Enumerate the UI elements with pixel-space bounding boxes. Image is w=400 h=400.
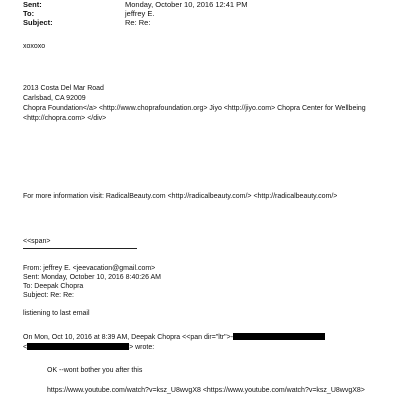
reply-line: OK --wont bother you after this bbox=[47, 367, 143, 374]
info-line: For more information visit: RadicalBeauty.com <http://radicalbeauty.com/> <http://radicalbeauty.com/> bbox=[23, 193, 338, 200]
on-date-line-text: On Mon, Oct 10, 2016 at 8:39 AM, Deepak Chopra <<pan dir="ltr">- bbox=[23, 334, 234, 341]
quoted-subject-line: Subject: Re: Re: bbox=[23, 292, 74, 299]
wrote-suffix: > wrote: bbox=[129, 344, 155, 351]
quoted-to-line: To: Deepak Chopra bbox=[23, 283, 84, 290]
address-line-1: 2013 Costa Del Mar Road bbox=[23, 85, 104, 92]
subject-label: Subject: bbox=[23, 18, 53, 27]
sent-value: Monday, October 10, 2016 12:41 PM bbox=[125, 0, 248, 9]
address-line-4: <http://chopra.com> </div> bbox=[23, 115, 107, 122]
youtube-url-line[interactable]: https://www.youtube.com/watch?v=ksz_U8wvgX8 <https://www.youtube.com/watch?v=ksz_U8wvgX8> bbox=[47, 387, 365, 394]
address-line-3: Chopra Foundation</a> <http://www.choprafoundation.org> Jiyo <http://jiyo.com> Chopra Center for Wellbeing bbox=[23, 105, 366, 112]
address-line-2: Carlsbad, CA 92009 bbox=[23, 95, 86, 102]
subject-value: Re: Re: bbox=[125, 18, 151, 27]
wrote-line bbox=[23, 343, 154, 352]
quoted-from-line: From: jeffrey E. <jeevacation@gmail.com> bbox=[23, 265, 156, 272]
span-tag-text: <<span> bbox=[23, 238, 51, 245]
redaction-bar bbox=[233, 333, 325, 340]
sent-label: Sent: bbox=[23, 0, 42, 9]
quoted-sent-line: Sent: Monday, October 10, 2016 8:40:26 AM bbox=[23, 274, 162, 281]
on-date-line bbox=[23, 333, 325, 342]
to-label: To: bbox=[23, 9, 35, 18]
wrote-prefix: < bbox=[23, 344, 28, 351]
greeting-text: xoxoxo bbox=[23, 43, 46, 50]
separator-rule bbox=[23, 248, 137, 249]
quoted-message: listiening to last email bbox=[23, 310, 90, 317]
redaction-bar bbox=[27, 343, 129, 350]
to-value: jeffrey E. bbox=[125, 9, 155, 18]
